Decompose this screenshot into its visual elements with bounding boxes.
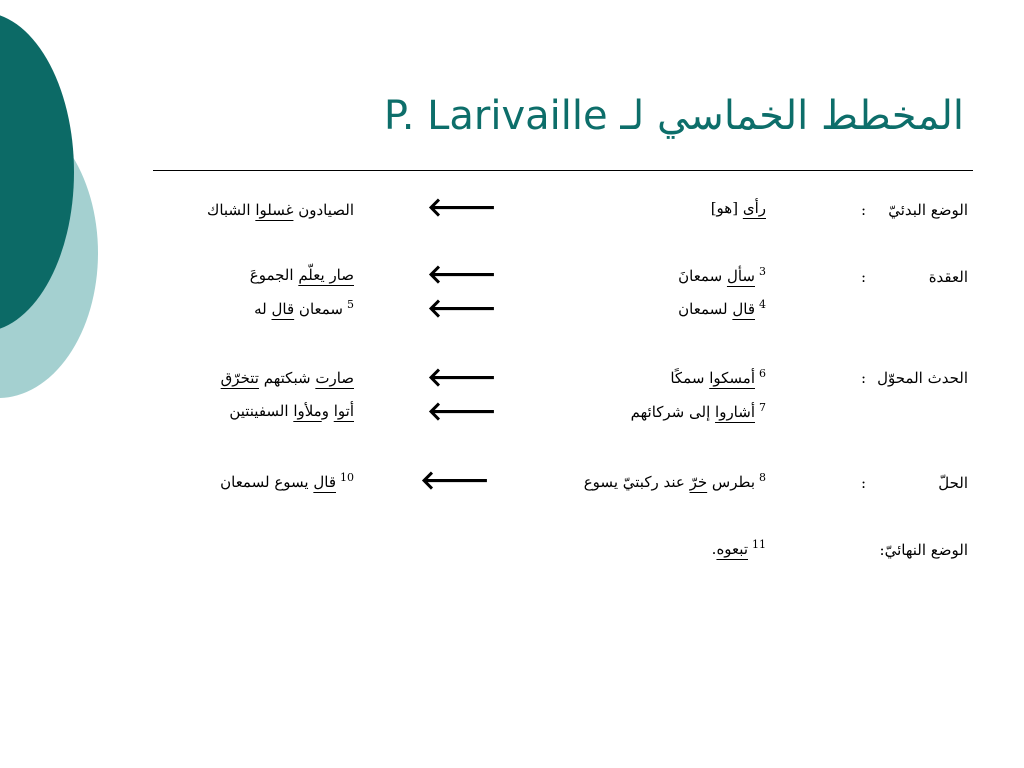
- result-10-verb: قال: [313, 473, 336, 491]
- result-1-verb: غسلوا: [255, 201, 294, 219]
- event-8-number: 8: [759, 471, 766, 484]
- event-7-number: 7: [759, 401, 766, 414]
- event-3-number: 3: [759, 265, 766, 278]
- result-1: [207, 203, 354, 218]
- result-5-number: 5: [347, 298, 354, 311]
- result-7-rest: و: [321, 402, 334, 420]
- event-1-rest: [هو]: [710, 199, 743, 217]
- event-1-verb: رأى: [742, 199, 766, 217]
- arrow-left-icon: 🡐: [427, 397, 497, 427]
- result-6-verb-2: تتخرّق: [220, 369, 259, 387]
- result-3-verb: صار يعلّم: [298, 266, 354, 284]
- result-5-pre: سمعان: [294, 300, 343, 318]
- result-7-verb: أتوا: [333, 402, 354, 420]
- event-11-rest: .: [711, 540, 717, 558]
- result-10: [220, 472, 354, 490]
- arrow-left-icon: 🡐: [420, 466, 490, 496]
- event-4-number: 4: [759, 298, 766, 311]
- stage-transformation: الحدث المحوّل: [877, 369, 968, 387]
- result-10-rest: يسوع لسمعان: [220, 473, 314, 491]
- event-6-verb: أمسكوا: [709, 369, 755, 387]
- event-3: [678, 266, 766, 284]
- result-7-verb-2: ملأوا: [293, 402, 322, 420]
- result-10-number: 10: [340, 471, 354, 484]
- result-6: [221, 371, 354, 386]
- result-7-rest-2: السفينتين: [229, 402, 294, 420]
- arrow-left-icon: 🡐: [427, 193, 497, 223]
- event-7-verb: أشاروا: [715, 403, 755, 421]
- event-8: [584, 472, 766, 490]
- result-1-rest: الشباك: [206, 201, 256, 219]
- result-5-verb: قال: [271, 300, 295, 318]
- event-8-pre: بطرس: [707, 473, 755, 491]
- stage-initial: الوضع البدئيّ: [888, 201, 968, 219]
- result-6-verb: صارت: [315, 369, 354, 387]
- result-6-rest: شبكتهم: [258, 369, 316, 387]
- event-3-rest: سمعانَ: [678, 267, 727, 285]
- stage-resolution: الحلّ: [938, 474, 968, 492]
- event-11-verb: تبعوه: [716, 540, 748, 558]
- event-4: [678, 299, 766, 317]
- event-11: [712, 539, 766, 557]
- colon-initial: :: [860, 201, 866, 219]
- arrow-left-icon: 🡐: [427, 260, 497, 290]
- slide-title: المخطط الخماسي لـ P. Larivaille: [383, 93, 964, 139]
- result-3: [250, 268, 354, 283]
- event-4-verb: قال: [732, 300, 755, 318]
- stage-complication: العقدة: [928, 268, 968, 286]
- result-7: [229, 404, 354, 419]
- event-4-rest: لسمعان: [678, 300, 733, 318]
- event-3-verb: سأل: [726, 267, 755, 285]
- colon-transformation: :: [860, 369, 866, 387]
- event-8-verb: خرّ: [689, 473, 708, 491]
- event-8-rest: عند ركبتيّ يسوع: [583, 473, 690, 491]
- result-1-pre: الصيادون: [293, 201, 354, 219]
- colon-resolution: :: [860, 474, 866, 492]
- title-divider: [153, 170, 973, 171]
- stage-final: الوضع النهائيّ:: [879, 541, 968, 559]
- event-6-rest: سمكًا: [670, 369, 710, 387]
- result-5: [254, 299, 354, 317]
- event-7: [631, 402, 766, 420]
- colon-complication: :: [860, 268, 866, 286]
- event-6: [670, 368, 766, 386]
- event-7-rest: إلى شركائهم: [630, 403, 716, 421]
- result-5-rest: له: [254, 300, 272, 318]
- arrow-left-icon: 🡐: [427, 294, 497, 324]
- arrow-left-icon: 🡐: [427, 363, 497, 393]
- result-3-rest: الجموعَ: [249, 266, 299, 284]
- event-11-number: 11: [752, 538, 766, 551]
- event-6-number: 6: [759, 367, 766, 380]
- event-1: [711, 201, 766, 216]
